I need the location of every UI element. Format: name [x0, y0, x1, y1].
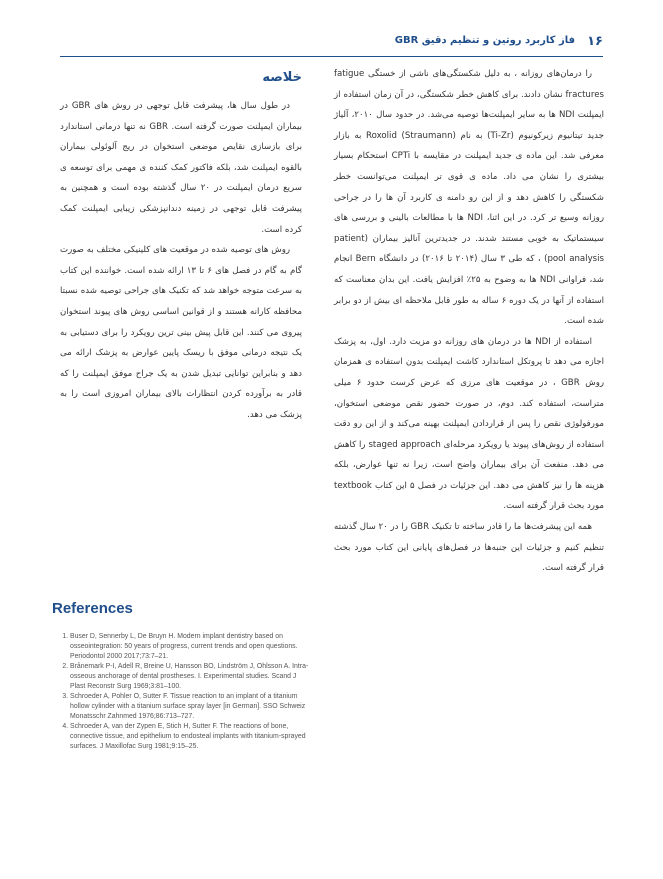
reference-item: 3. Schroeder A, Pohler O, Sutter F. Tissue reaction to an implant of a titanium hollow cylinder with a titanium surface spray layer [in German]. SSO Schweiz Monatsschr Zahnmed 1976;86:713–727.: [70, 692, 310, 722]
reference-item: 4. Schroeder A, van der Zypen E, Stich H, Sutter F. The reactions of bone, connective tissue, and epithelium to endosteal implants with titanium-sprayed surfaces. J Maxillofac Surg 1981;9:15–25.: [70, 722, 310, 752]
abstract-paragraph: روش های توصیه شده در موقعیت های کلینیکی مختلف به صورت گام به گام در فصل های ۶ تا ۱۳ ارائه شده است. خواننده این کتاب به سرعت متوجه خواهد شد که تکنیک های جراحی توصیه شده نسبتا محافظه کارانه هستند و از قوانین اساسی روش های پیوند استخوان پیروی می کنند. این قابل پیش بینی ترین رویکرد را برای دستیابی به یک نتیجه درمانی موفق با ریسک پایین عوارض به پزشک ارائه می دهد و بنابراین توانایی تبدیل شدن به یک جراح موفق ایمپلنت را که قادر به برآورده کردن انتظارات بالای بیماران امروزی است را به پزشک می دهد.: [60, 245, 303, 420]
abstract-paragraph: در طول سال ها، پیشرفت قابل توجهی در روش های GBR در بیماران ایمپلنت صورت گرفته است. GBR نه تنها درمانی استاندارد برای بازسازی نقایص موضعی استخوان در ریج آلوئولی بیماران بالقوه ایمپلنت شد، بلکه فاکتور کمک کننده ی مهمی برای توسعه ی سریع درمان ایمپلنت در ۲۰ سال گذشته بوده است و همچنین به پیشرفت قابل توجهی در زمینه دندانپزشکی زیبایی ایمپلنت کمک کرده است.: [60, 101, 302, 235]
body-column-right: [334, 64, 604, 579]
references-list: [58, 632, 310, 752]
reference-item: 1. Buser D, Sennerby L, De Bruyn H. Modern implant dentistry based on osseointegration: 50 years of progress, current trends and open questions. Periodontol 2000 2017;73:7–21.: [70, 632, 310, 662]
page-number: ۱۶: [587, 34, 603, 49]
reference-item: 2. Brånemark P-I, Adell R, Breine U, Hansson BO, Lindström J, Ohlsson A. Intra-osseous anchorage of dental prostheses. I. Experimental studies. Scand J Plast Reconstr Surg 1969;3:81–100.: [70, 662, 310, 692]
body-paragraph: استفاده از NDI ها در درمان های روزانه دو مزیت دارد. اول، به پزشک اجازه می دهد تا پروتکل استاندارد کاشت ایمپلنت بدون استفاده ی همزمان روش GBR ، در موقعیت های مرزی که عرض کرست حدود ۶ میلی متراست، استفاده کند. دوم، در صورت حضور نقص موضعی استخوان، مورفولوژی نقص را پس از قراردادن ایمپلنت بهینه می‌کند و از این رو دقت استفاده از روش‌های پیوند یا رویکرد مرحله‌ای staged approach را کاهش می دهد. منفعت آن برای بیماران واضح است، زیرا نه تنها عوارض، بلکه هزینه ها را نیز کاهش می دهد. این جزئیات در فصل ۵ این کتاب textbook مورد بحث قرار گرفته است.: [334, 336, 604, 512]
header-rule: [60, 56, 603, 57]
abstract-column: [60, 96, 302, 426]
running-title: فاز کاربرد روتین و تنظیم دقیق GBR: [394, 35, 575, 46]
abstract-heading: خلاصه: [262, 70, 302, 85]
body-paragraph: همه این پیشرفت‌ها ما را قادر ساخته تا تکنیک GBR را در ۲۰ سال گذشته تنظیم کنیم و جزئیات این جنبه‌ها در فصل‌های پایانی این کتاب مورد بحث قرار گرفته است.: [334, 522, 604, 574]
page-header: [60, 34, 603, 54]
body-paragraph: را درمان‌های روزانه ، به دلیل شکستگی‌های ناشی از خستگی fatigue fractures نشان دادند. برای کاهش خطر شکستگی، در آن زمان استفاده از ایمپلنت NDI ها به سایر ایمپلنت‌ها توصیه می‌شد. در حدود سال ۲۰۱۰، آلیاژ جدید تیتانیوم زیرکونیوم (Ti-Zr) به نام Roxolid (Straumann) به بازار معرفی شد. این ماده ی جدید ایمپلنت در مقایسه با CPTi استحکام بسیار بیشتری را نشان می داد. ماده ی قوی تر ایمپلنت می‌توانست خطر شکستگی را کاهش دهد و از این رو دامنه ی کاربرد آن ها را در جراحی روزانه وسیع تر کرد. در این اثنا، NDI ها با مطالعات بالینی و بررسی های سیستماتیک به خوبی مستند شدند. در جدیدترین آنالیز بیماران (patient pool analysis) ، که طی ۳ سال (۲۰۱۴ تا ۲۰۱۶) در دانشگاه Bern انجام شد، فراوانی NDI ها به وضوح به ۲۵٪ افزایش یافت. این بدان معناست که استفاده از آنها در یک دوره ۶ ساله به طور قابل ملاحظه ای بیش از دو برابر شده است.: [334, 69, 605, 327]
references-heading: References: [52, 600, 133, 617]
